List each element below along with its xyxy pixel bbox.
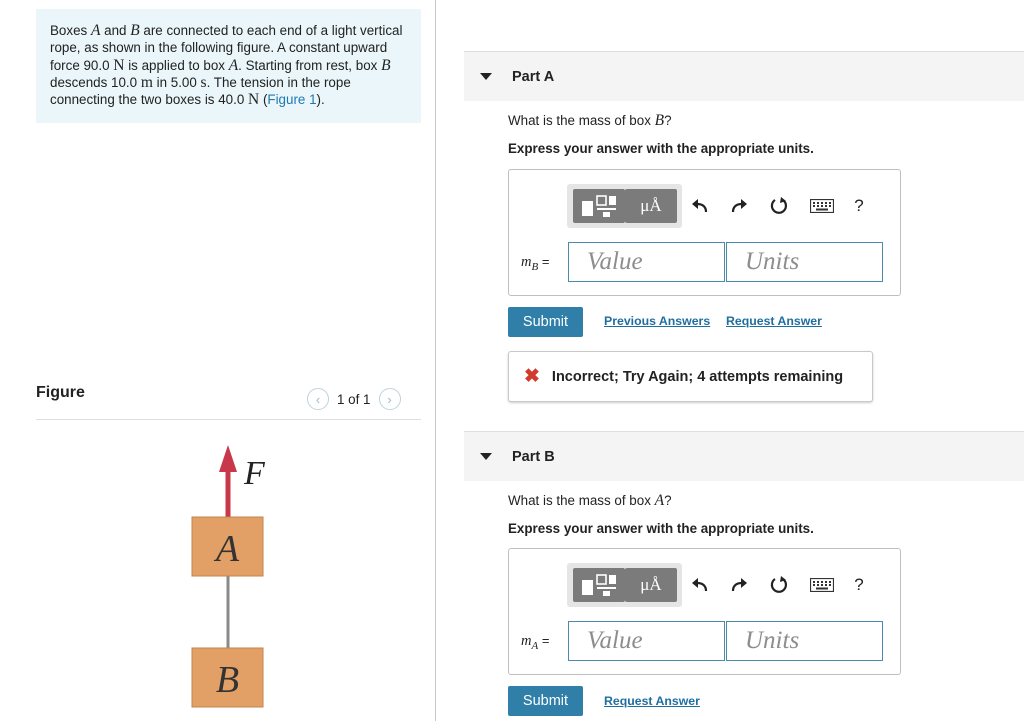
templates-icon[interactable] <box>573 568 625 602</box>
reset-icon[interactable] <box>767 563 791 607</box>
caret-down-icon[interactable] <box>480 73 492 80</box>
units-input[interactable]: Units <box>726 621 883 661</box>
var-b: B <box>381 56 391 74</box>
keyboard-icon[interactable] <box>807 184 837 228</box>
question-var: A <box>654 492 665 509</box>
part-b-question <box>508 492 672 510</box>
label-eq: = <box>538 254 550 269</box>
figure-title: Figure <box>36 384 85 401</box>
feedback-text: Incorrect; Try Again; 4 attempts remaining <box>551 368 844 385</box>
label-var: m <box>521 254 532 270</box>
question-text: What is the mass of box <box>508 493 655 508</box>
toolbar-group <box>567 184 682 228</box>
force-arrow-head <box>219 445 237 472</box>
left-panel <box>0 0 436 721</box>
problem-text: . Starting from rest, box <box>238 57 382 73</box>
var-b: B <box>130 22 140 39</box>
figure-diagram <box>180 440 290 721</box>
unit-newton: N <box>113 56 125 74</box>
problem-text: ( <box>259 92 268 108</box>
figure-pager <box>307 387 401 411</box>
units-input[interactable]: Units <box>726 242 883 282</box>
unit-meter: m <box>140 73 153 91</box>
label-sub: A <box>531 639 539 652</box>
math-toolbar <box>567 184 870 228</box>
label-eq: = <box>538 633 550 648</box>
problem-text: and <box>100 23 131 38</box>
chevron-left-icon[interactable]: ‹ <box>307 388 329 410</box>
feedback-message <box>508 351 873 402</box>
value-input[interactable]: Value <box>568 621 725 661</box>
var-a: A <box>90 22 101 39</box>
templates-icon[interactable] <box>573 189 625 223</box>
part-a-instruction: Express your answer with the appropriate units. <box>508 141 814 156</box>
figure-link[interactable]: Figure 1 <box>267 92 317 108</box>
error-x-icon: ✖ <box>524 366 540 387</box>
problem-statement <box>36 9 421 123</box>
divider <box>36 419 421 420</box>
var-a: A <box>228 56 239 74</box>
redo-icon[interactable] <box>727 563 751 607</box>
undo-icon[interactable] <box>688 563 712 607</box>
force-label: F <box>244 455 265 492</box>
part-b-header[interactable] <box>464 431 1024 481</box>
panel-divider <box>435 0 436 721</box>
submit-button[interactable]: Submit <box>508 686 583 716</box>
problem-text: are connected to each end of a light vertical rope, as shown in the following figure. A constant upward force 90.0 <box>50 23 403 73</box>
units-button[interactable]: μÅ <box>625 568 677 602</box>
label-var: m <box>521 633 532 649</box>
part-a-title: Part A <box>512 68 555 85</box>
reset-icon[interactable] <box>767 184 791 228</box>
problem-text: ). <box>316 92 325 108</box>
part-a-header[interactable] <box>464 51 1024 101</box>
problem-text: in 5.00 <box>152 74 201 90</box>
pager-text: 1 of 1 <box>337 391 371 407</box>
submit-button[interactable]: Submit <box>508 307 583 337</box>
question-var: B <box>654 112 665 129</box>
problem-text: is applied to box <box>124 57 229 73</box>
chevron-right-icon[interactable]: › <box>379 388 401 410</box>
part-b-answer-box <box>508 548 901 675</box>
problem-text: descends 10.0 <box>50 74 141 90</box>
request-answer-link[interactable]: Request Answer <box>604 694 700 708</box>
mass-a-label <box>521 633 549 652</box>
request-answer-link[interactable]: Request Answer <box>726 314 822 328</box>
box-a-label: A <box>215 528 240 570</box>
question-text: What is the mass of box <box>508 113 655 128</box>
toolbar-group <box>567 563 682 607</box>
box-b-label: B <box>215 659 240 701</box>
part-b-instruction: Express your answer with the appropriate units. <box>508 521 814 536</box>
part-b-title: Part B <box>512 448 555 465</box>
caret-down-icon[interactable] <box>480 453 492 460</box>
keyboard-icon[interactable] <box>807 563 837 607</box>
redo-icon[interactable] <box>727 184 751 228</box>
part-a-answer-box <box>508 169 901 296</box>
question-text: ? <box>664 493 672 508</box>
help-button[interactable]: ? <box>854 196 864 215</box>
label-sub: B <box>531 260 539 273</box>
part-a-question <box>508 112 672 130</box>
math-toolbar <box>567 563 870 607</box>
help-button[interactable]: ? <box>854 575 864 594</box>
problem-text: Boxes <box>50 23 91 38</box>
problem-text: . The tension in the rope connecting the two boxes is 40.0 <box>50 74 351 108</box>
unit-second: s <box>200 73 207 91</box>
previous-answers-link[interactable]: Previous Answers <box>604 314 711 328</box>
units-button[interactable]: μÅ <box>625 189 677 223</box>
undo-icon[interactable] <box>688 184 712 228</box>
mass-b-label <box>521 254 549 273</box>
unit-newton: N <box>248 91 260 109</box>
question-text: ? <box>664 113 672 128</box>
value-input[interactable]: Value <box>568 242 725 282</box>
